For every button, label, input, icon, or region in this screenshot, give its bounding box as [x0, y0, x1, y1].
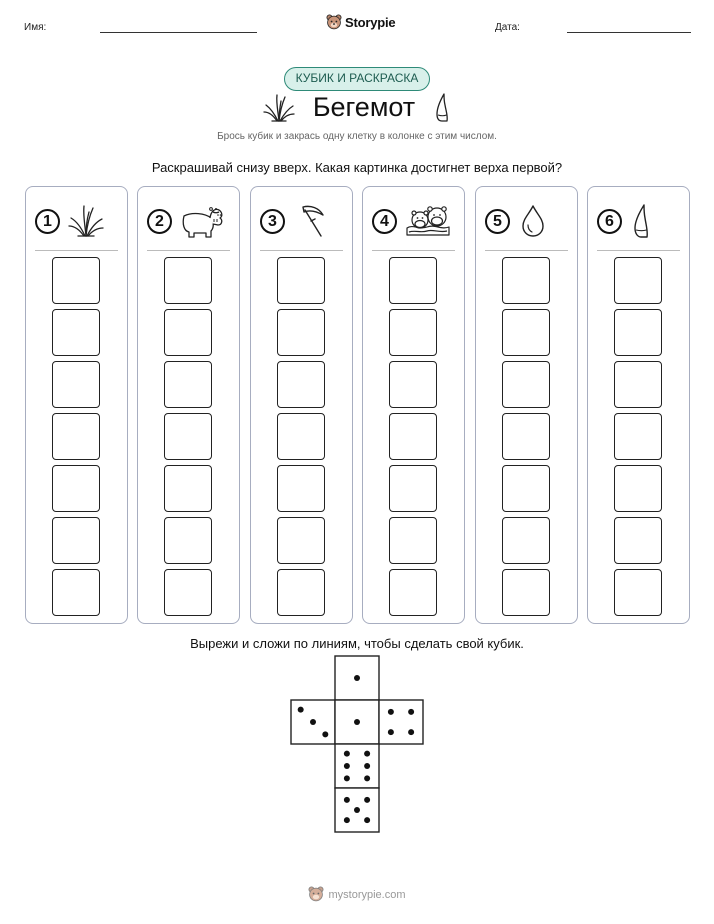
- coloring-cell[interactable]: [614, 569, 662, 616]
- coloring-cell[interactable]: [614, 361, 662, 408]
- coloring-cell[interactable]: [389, 569, 437, 616]
- coloring-cell[interactable]: [502, 361, 550, 408]
- coloring-cell[interactable]: [502, 465, 550, 512]
- coloring-cell[interactable]: [164, 465, 212, 512]
- grass-icon: [68, 203, 104, 239]
- column-divider: [485, 250, 568, 251]
- column-3: [250, 186, 353, 624]
- die-pip: [388, 729, 394, 735]
- coloring-cell[interactable]: [277, 257, 325, 304]
- column-2: [137, 186, 240, 624]
- coloring-cell[interactable]: [502, 309, 550, 356]
- die-pip: [408, 729, 414, 735]
- column-number: 2: [147, 209, 172, 234]
- coloring-cell[interactable]: [614, 517, 662, 564]
- scythe-icon: [293, 203, 329, 239]
- coloring-cell[interactable]: [52, 517, 100, 564]
- column-header: [147, 201, 233, 241]
- die-pip: [344, 751, 350, 757]
- die-pip: [364, 763, 370, 769]
- coloring-cell[interactable]: [164, 309, 212, 356]
- column-header: [372, 201, 458, 241]
- die-pip: [364, 797, 370, 803]
- coloring-cell[interactable]: [502, 517, 550, 564]
- column-1: [25, 186, 128, 624]
- column-6: [587, 186, 690, 624]
- coloring-cell[interactable]: [389, 257, 437, 304]
- date-line[interactable]: [567, 32, 691, 33]
- date-label: Дата:: [495, 22, 520, 33]
- coloring-cell[interactable]: [277, 465, 325, 512]
- die-pip: [364, 775, 370, 781]
- page-title: Бегемот: [312, 92, 416, 122]
- footer: [0, 886, 714, 903]
- die-pip: [364, 751, 370, 757]
- die-pip: [364, 817, 370, 823]
- coloring-cell[interactable]: [277, 309, 325, 356]
- coloring-cell[interactable]: [502, 569, 550, 616]
- die-pip: [344, 763, 350, 769]
- bear-logo-icon: [308, 886, 324, 903]
- die-pip: [310, 719, 316, 725]
- coloring-cell[interactable]: [502, 257, 550, 304]
- column-number: 4: [372, 209, 397, 234]
- coloring-cell[interactable]: [52, 257, 100, 304]
- die-pip: [408, 709, 414, 715]
- column-divider: [597, 250, 680, 251]
- hippo-family-icon: [405, 204, 451, 238]
- column-divider: [260, 250, 343, 251]
- grass-icon: [263, 93, 295, 123]
- coloring-cell[interactable]: [52, 309, 100, 356]
- coloring-cell[interactable]: [164, 569, 212, 616]
- die-pip: [322, 731, 328, 737]
- column-number: 6: [597, 209, 622, 234]
- coloring-cell[interactable]: [164, 257, 212, 304]
- coloring-cell[interactable]: [164, 413, 212, 460]
- die-face-right: [379, 700, 423, 744]
- coloring-cell[interactable]: [52, 569, 100, 616]
- die-pip: [354, 675, 360, 681]
- die-face-lower: [335, 744, 379, 788]
- instruction-text: Раскрашивай снизу вверх. Какая картинка достигнет верха первой?: [151, 160, 563, 175]
- page-subtitle: Брось кубик и закрась одну клетку в колонке с этим числом.: [217, 131, 497, 142]
- coloring-cell[interactable]: [614, 465, 662, 512]
- coloring-cell[interactable]: [389, 413, 437, 460]
- column-4: [362, 186, 465, 624]
- die-pip: [354, 719, 360, 725]
- column-number: 3: [260, 209, 285, 234]
- die-pip: [388, 709, 394, 715]
- die-pip: [298, 707, 304, 713]
- column-number: 5: [485, 209, 510, 234]
- coloring-cell[interactable]: [389, 309, 437, 356]
- die-pip: [344, 775, 350, 781]
- activity-badge: КУБИК И РАСКРАСКА: [284, 67, 430, 91]
- coloring-cell[interactable]: [614, 413, 662, 460]
- column-divider: [35, 250, 118, 251]
- coloring-cell[interactable]: [277, 361, 325, 408]
- column-header: [597, 201, 683, 241]
- die-pip: [344, 797, 350, 803]
- coloring-cell[interactable]: [52, 361, 100, 408]
- coloring-cell[interactable]: [277, 517, 325, 564]
- coloring-cell[interactable]: [614, 257, 662, 304]
- coloring-cell[interactable]: [277, 413, 325, 460]
- coloring-cell[interactable]: [52, 413, 100, 460]
- name-label: Имя:: [24, 22, 47, 33]
- title-row: [0, 92, 714, 123]
- cut-instruction: Вырежи и сложи по линиям, чтобы сделать свой кубик.: [190, 636, 524, 651]
- coloring-cell[interactable]: [389, 517, 437, 564]
- column-header: [35, 201, 121, 241]
- die-pip: [344, 817, 350, 823]
- column-divider: [372, 250, 455, 251]
- bear-logo-icon: [326, 14, 342, 31]
- coloring-cell[interactable]: [614, 309, 662, 356]
- hippo-icon: [180, 204, 224, 238]
- footer-url: mystorypie.com: [328, 888, 406, 901]
- brand-logo: [326, 14, 395, 31]
- coloring-cell[interactable]: [164, 361, 212, 408]
- coloring-cell[interactable]: [52, 465, 100, 512]
- tusk-icon: [630, 203, 652, 239]
- column-header: [260, 201, 346, 241]
- die-pip: [354, 807, 360, 813]
- water-drop-icon: [518, 204, 548, 238]
- brand-name: Storypie: [345, 15, 396, 30]
- tusk-icon: [433, 93, 451, 123]
- coloring-cell[interactable]: [502, 413, 550, 460]
- die-net: [0, 650, 714, 850]
- coloring-cell[interactable]: [164, 517, 212, 564]
- coloring-cell[interactable]: [277, 569, 325, 616]
- column-header: [485, 201, 571, 241]
- name-line[interactable]: [100, 32, 257, 33]
- column-5: [475, 186, 578, 624]
- column-number: 1: [35, 209, 60, 234]
- column-divider: [147, 250, 230, 251]
- coloring-cell[interactable]: [389, 465, 437, 512]
- coloring-cell[interactable]: [389, 361, 437, 408]
